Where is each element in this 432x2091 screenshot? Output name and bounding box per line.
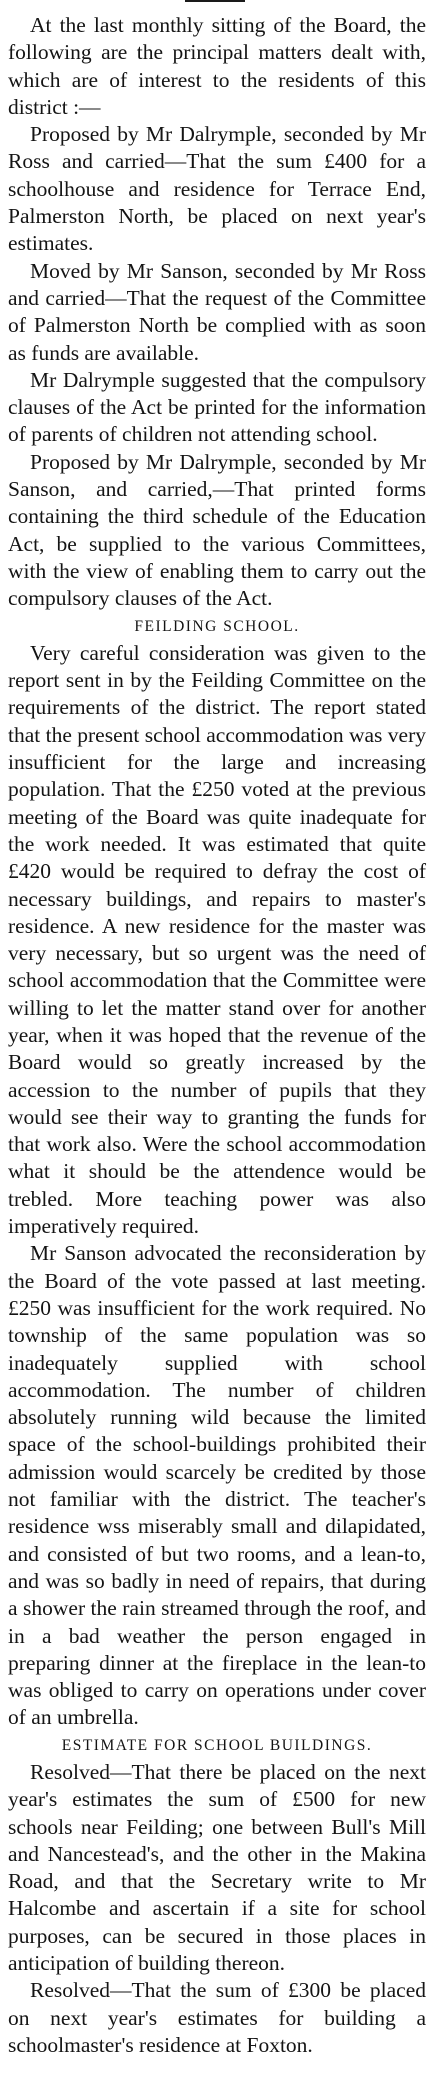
paragraph-feilding-report: Very careful consideration was given to the report sent in by the Feilding Committee on the requirements of the district. The report stated that the present school accommodation was very insufficient for the large and increasing population. That the £250 voted at the previous meeting of the Board was quite inadequate for the work needed. It was estimated that quite £420 would be required to defray the cost of necessary buildings, and repairs to master's residence. A new residence for the master was very necessary, but so urgent was the need of school accommodation that the Committee were willing to let the matter stand over for another year, when it was hoped that the revenue of the Board would so greatly increased by the accession to the number of pupils that they would see their way to granting the funds for that work also. Were the school accommodation what it should be the attendence would be trebled. More teaching power was also imperatively required.	[8, 640, 426, 1239]
paragraph-compulsory-clauses: Mr Dalrymple suggested that the compulsory clauses of the Act be printed for the information of parents of children not attending school.	[8, 367, 426, 447]
heading-estimate-school-buildings: ESTIMATE FOR SCHOOL BUILDINGS.	[61, 1736, 373, 1754]
paragraph-printed-forms: Proposed by Mr Dalrymple, seconded by Mr Sanson, and carried,—That printed forms containing the third schedule of the Education Act, be supplied to the various Committees, with the view of enabling them to carry out the compulsory clauses of the Act.	[8, 449, 426, 611]
paragraph-resolved-new-schools: Resolved—That there be placed on the next year's estimates the sum of £500 for new schools near Feilding; one between Bull's Mill and Nancestead's, and the other in the Makina Road, and that the Secretary write to Mr Halcombe and ascertain if a site for school purposes, can be secured in those places in anticipation of building thereon.	[8, 1760, 426, 1976]
paragraph-terrace-end: Proposed by Mr Dalrymple, seconded by Mr Ross and carried—That the sum £400 for a schoolhouse and residence for Terrace End, Palmerston North, be placed on next year's estimates.	[8, 122, 426, 256]
paragraph-palmerston-request: Moved by Mr Sanson, seconded by Mr Ross and carried—That the request of the Committee of Palmerston North be complied with as soon as funds are available.	[8, 258, 426, 365]
paragraph-resolved-foxton: Resolved—That the sum of £300 be placed on next year's estimates for building a schoolmaster's residence at Foxton.	[8, 1978, 426, 2057]
column-top-rule	[185, 0, 245, 2]
paragraph-sanson-reconsideration: Mr Sanson advocated the reconsideration by the Board of the vote passed at last meeting. £250 was insufficient for the work required. No township of the same population was so inadequately supplied with school accommodation. The number of children absolutely running wild because the limited space of the school-buildings prohibited their admission would scarcely be credited by those not familiar with the district. The teacher's residence wss miserably small and dilapidated, and consisted of but two rooms, and a lean-to, and was so badly in need of repairs, that during a shower the rain streamed through the roof, and in a bad weather the person engaged in preparing dinner at the fireplace in the lean-to was obliged to carry on operations under cover of an umbrella.	[8, 1241, 426, 1730]
article-body	[8, 12, 426, 2059]
heading-feilding-school: FEILDING SCHOOL.	[134, 617, 300, 635]
paragraph-intro: At the last monthly sitting of the Board, the following are the principal matters dealt with, which are of interest to the residents of this district :—	[8, 13, 426, 119]
